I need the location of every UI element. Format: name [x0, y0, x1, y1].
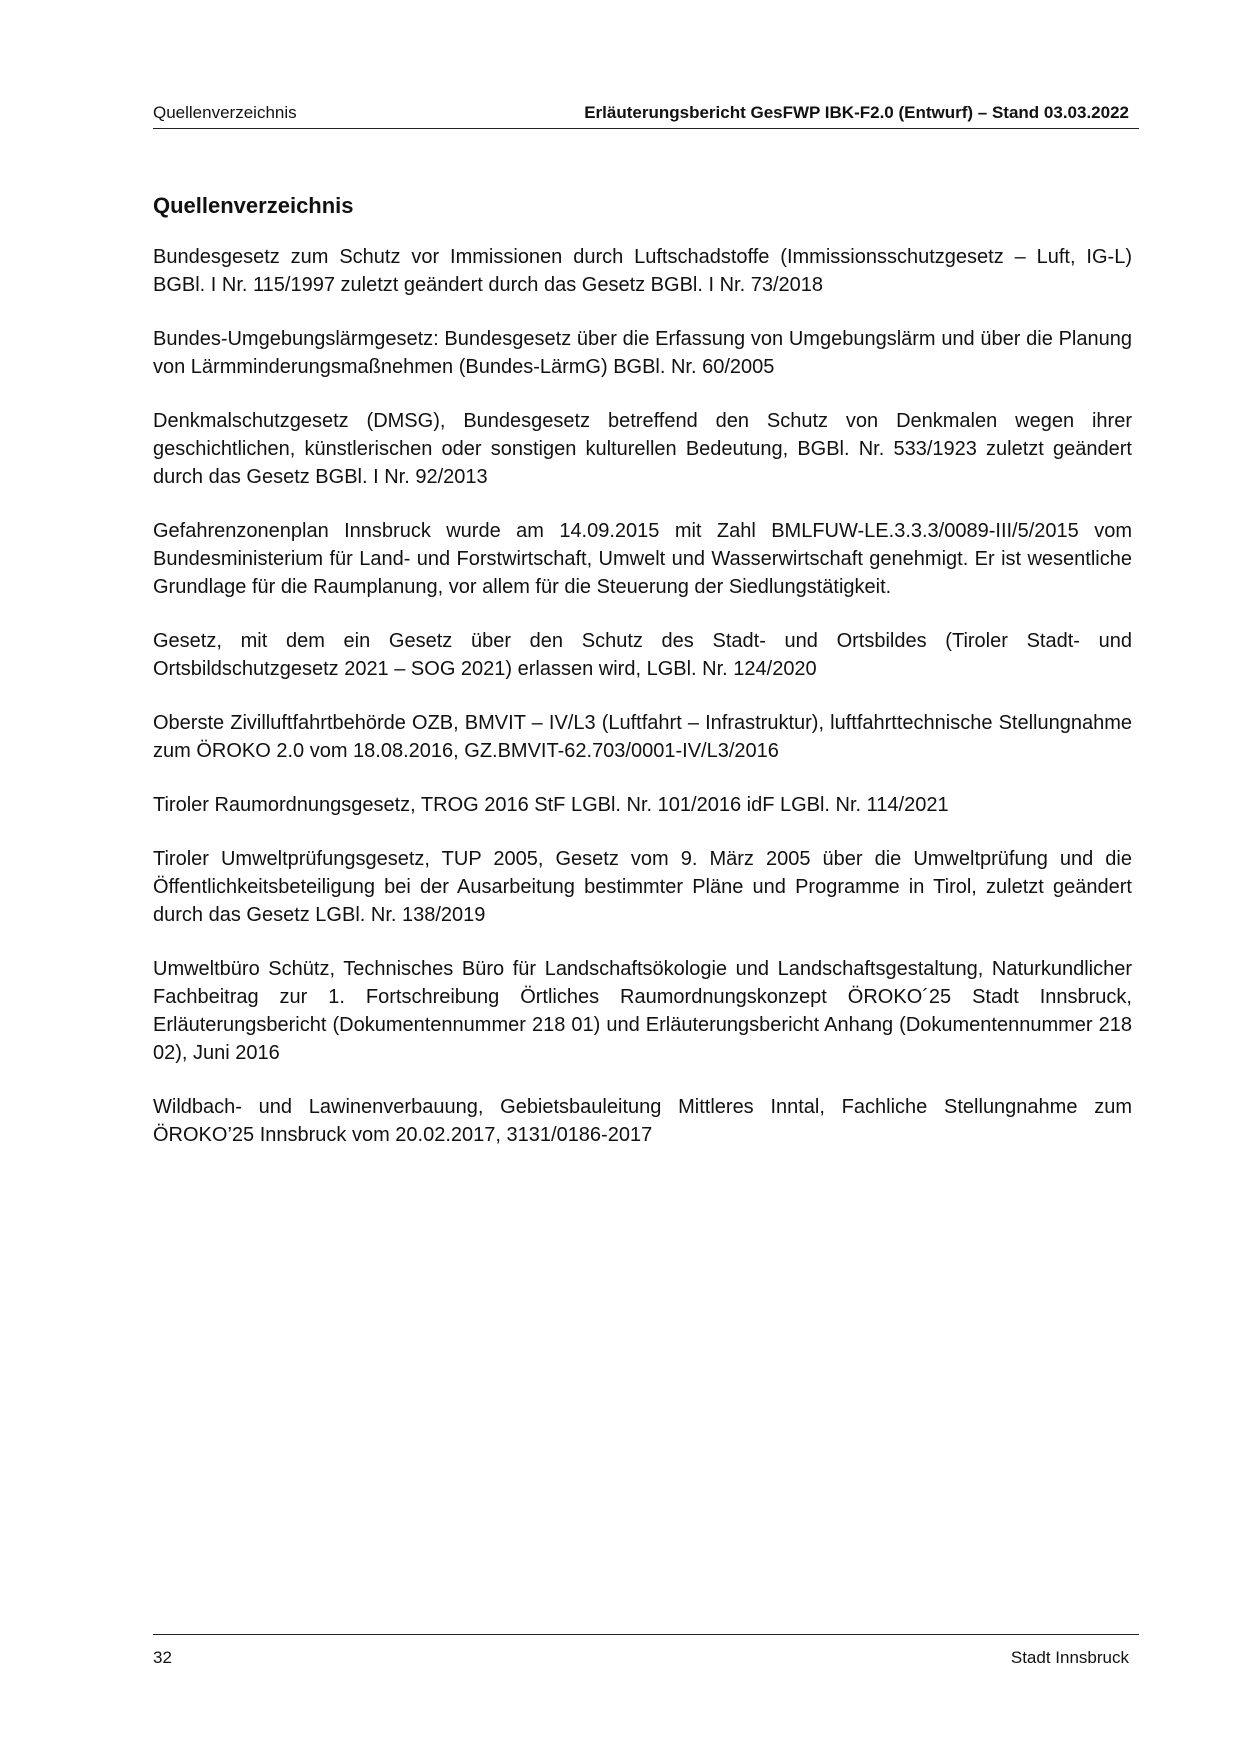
footer-publisher: Stadt Innsbruck — [1010, 1648, 1129, 1667]
page-title: Quellenverzeichnis — [153, 193, 354, 218]
header-section-title: Quellenverzeichnis — [153, 103, 297, 122]
reference-item: Denkmalschutzgesetz (DMSG), Bundesgesetz betreffend den Schutz von Denkmalen wegen ihrer geschichtlichen, künstlerischen oder sonstigen kulturellen Bedeutung, BGBl. Nr. 533/1923 zuletzt geändert durch das Gesetz BGBl. I Nr. 92/2013 — [153, 410, 1132, 488]
reference-item: Tiroler Raumordnungsgesetz, TROG 2016 StF LGBl. Nr. 101/2016 idF LGBl. Nr. 114/2021 — [153, 794, 949, 816]
reference-item: Gesetz, mit dem ein Gesetz über den Schutz des Stadt- und Ortsbildes (Tiroler Stadt- und Ortsbildschutzgesetz 2021 – SOG 2021) erlassen wird, LGBl. Nr. 124/2020 — [153, 630, 1132, 680]
reference-item: Bundesgesetz zum Schutz vor Immissionen durch Luftschadstoffe (Immissionsschutzgesetz – Luft, IG-L) BGBl. I Nr. 115/1997 zuletzt geändert durch das Gesetz BGBl. I Nr. 73/2018 — [153, 246, 1132, 296]
reference-item: Wildbach- und Lawinenverbauung, Gebietsbauleitung Mittleres Inntal, Fachliche Stellungnahme zum ÖROKO’25 Innsbruck vom 20.02.2017, 3131/0186-2017 — [153, 1096, 1132, 1146]
header-document-title: Erläuterungsbericht GesFWP IBK-F2.0 (Entwurf) – Stand 03.03.2022 — [584, 103, 1129, 122]
reference-item: Gefahrenzonenplan Innsbruck wurde am 14.09.2015 mit Zahl BMLFUW-LE.3.3.3/0089-III/5/2015 vom Bundesministerium für Land- und Forstwirtschaft, Umwelt und Wasserwirtschaft genehmigt. Er ist wesentliche Grundlage für die Raumplanung, vor allem für die Steuerung der Siedlungstätigkeit. — [153, 520, 1132, 598]
reference-list — [153, 243, 1132, 1175]
page-number: 32 — [153, 1648, 172, 1667]
page-footer — [153, 1634, 1139, 1667]
reference-item: Bundes-Umgebungslärmgesetz: Bundesgesetz über die Erfassung von Umgebungslärm und über die Planung von Lärmminderungsmaßnehmen (Bundes-LärmG) BGBl. Nr. 60/2005 — [153, 328, 1132, 378]
reference-item: Tiroler Umweltprüfungsgesetz, TUP 2005, Gesetz vom 9. März 2005 über die Umweltprüfung und die Öffentlichkeitsbeteiligung bei der Ausarbeitung bestimmter Pläne und Programme in Tirol, zuletzt geändert durch das Gesetz LGBl. Nr. 138/2019 — [153, 848, 1132, 926]
reference-item: Umweltbüro Schütz, Technisches Büro für Landschaftsökologie und Landschaftsgestaltung, Naturkundlicher Fachbeitrag zur 1. Fortschreibung Örtliches Raumordnungskonzept ÖROKO´25 Stadt Innsbruck, Erläuterungsbericht (Dokumentennummer 218 01) und Erläuterungsbericht Anhang (Dokumentennummer 218 02), Juni 2016 — [153, 958, 1132, 1064]
page-header — [153, 102, 1139, 129]
reference-item: Oberste Zivilluftfahrtbehörde OZB, BMVIT – IV/L3 (Luftfahrt – Infrastruktur), luftfahrttechnische Stellungnahme zum ÖROKO 2.0 vom 18.08.2016, GZ.BMVIT-62.703/0001-IV/L3/2016 — [153, 712, 1132, 762]
